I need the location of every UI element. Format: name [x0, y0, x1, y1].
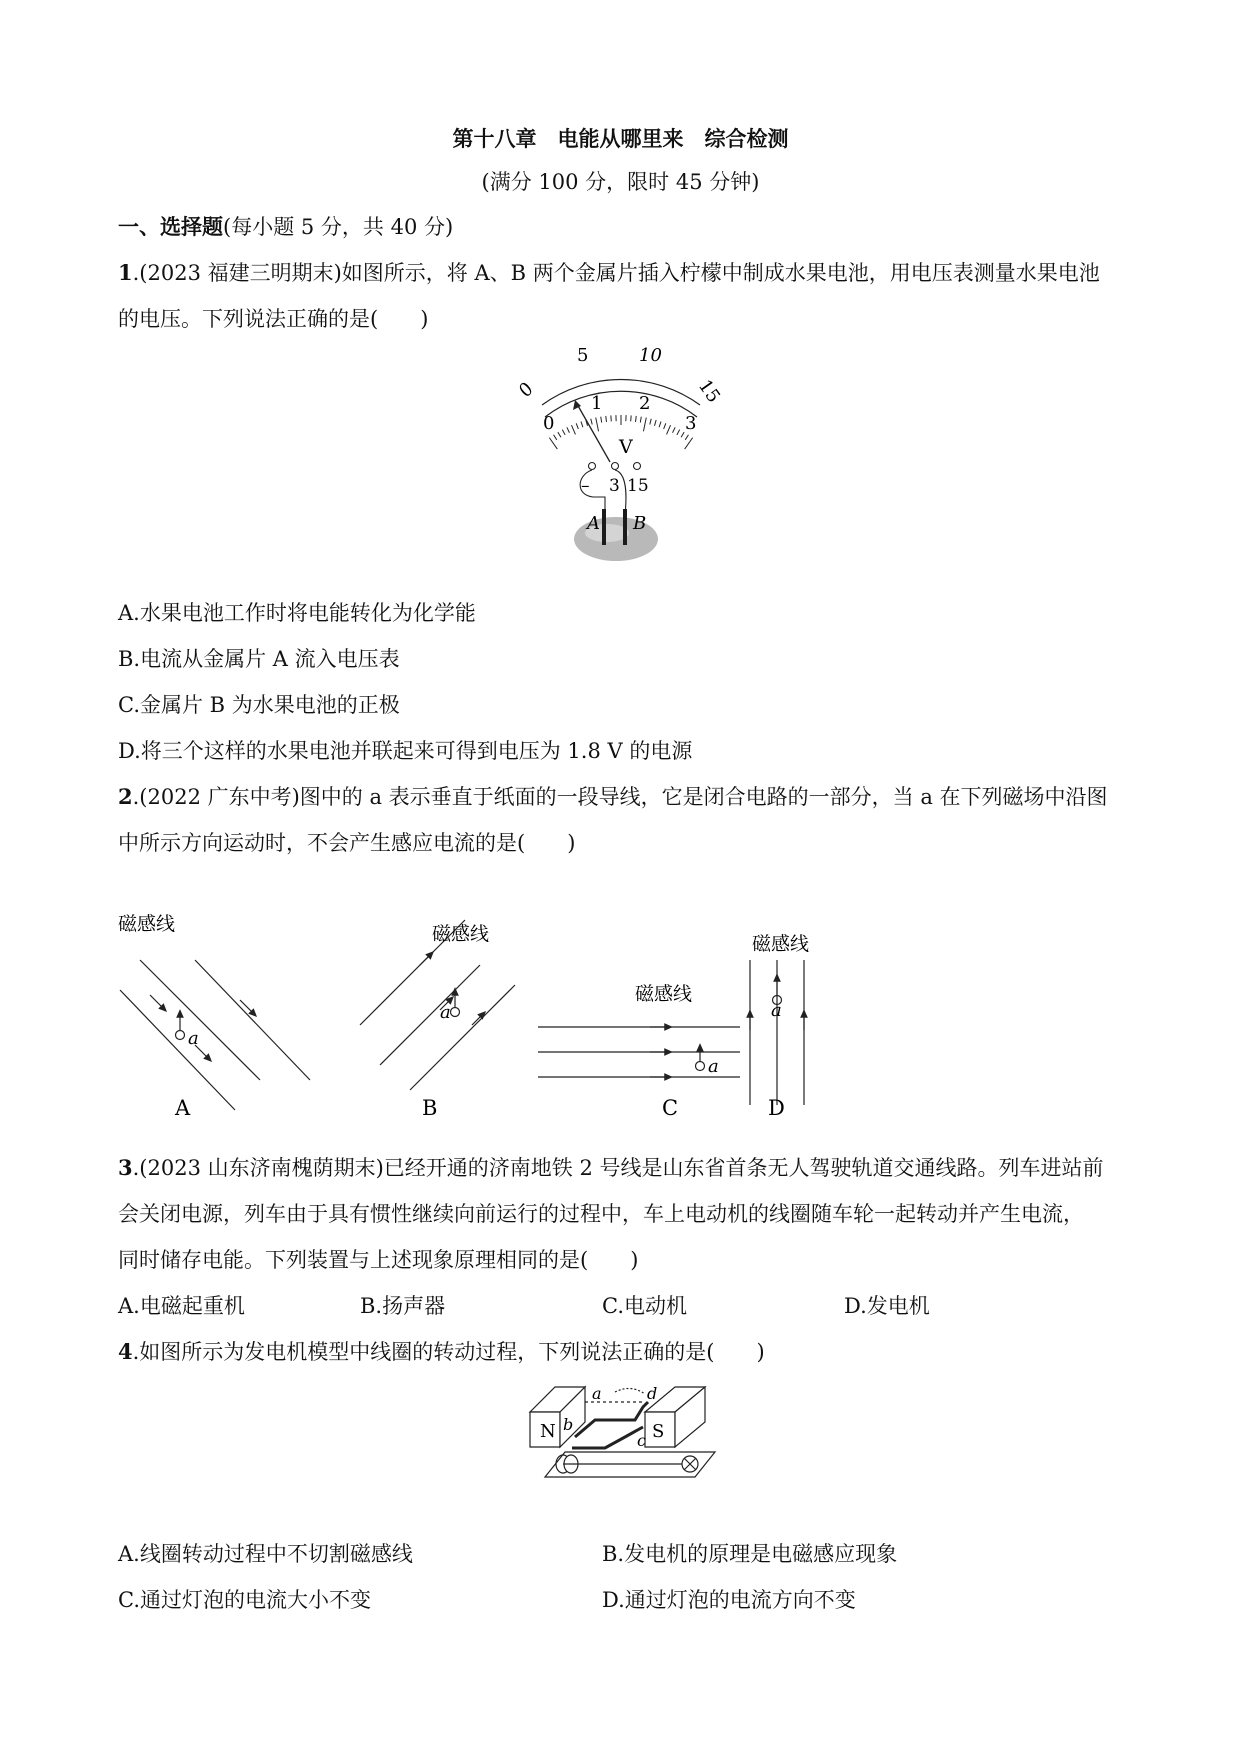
panel-d-caption: D [768, 1096, 785, 1120]
q2-number: 2 [118, 784, 133, 809]
terminal-minus: – [581, 476, 590, 496]
q2-stem-line-1 [118, 782, 1108, 812]
meter-tick [650, 419, 651, 425]
meter-scale-arc [542, 379, 700, 417]
top-scale-5: 5 [577, 345, 589, 366]
q3-stem-line-2: 会关闭电源，列车由于具有惯性继续向前运行的过程中，车上电动机的线圈随车轮一起转动并产生电流， [118, 1202, 1084, 1226]
q3-option-b: B.扬声器 [360, 1294, 446, 1318]
meter-tick [659, 422, 661, 428]
page-title: 第十八章 电能从哪里来 综合检测 [452, 126, 789, 151]
q1-option-b: B.电流从金属片 A 流入电压表 [118, 647, 400, 671]
north-magnet [530, 1387, 585, 1447]
panel-b-diagram [360, 920, 515, 1090]
meter-tick [654, 420, 656, 426]
q1-number: 1 [118, 260, 133, 285]
q1-stem-line-2: 的电压。下列说法正确的是( ) [118, 307, 429, 331]
bulb-icon [682, 1456, 698, 1472]
coil-label-b: b [563, 1415, 574, 1434]
meter-tick [636, 416, 637, 422]
panel-b-wire-label: a [440, 1002, 451, 1023]
meter-tick [673, 427, 676, 432]
panel-c-caption: C [662, 1096, 679, 1120]
q1-voltmeter-figure [515, 345, 730, 565]
top-scale-0: 0 [515, 379, 539, 401]
terminal-15: 15 [627, 476, 649, 496]
panel-a-field-label: 磁感线 [118, 913, 176, 935]
section-heading-note: (每小题 5 分，共 40 分) [223, 215, 454, 239]
q3-option-c: C.电动机 [602, 1294, 687, 1318]
meter-tick [558, 432, 561, 437]
meter-tick [591, 419, 592, 425]
north-pole-label: N [540, 1421, 556, 1442]
meter-tick [677, 430, 680, 435]
q1-stem-text-1: .(2023 福建三明期末)如图所示，将 A、B 两个金属片插入柠檬中制成水果电池，用电压表测量水果电池 [132, 261, 1100, 285]
q2-stem-line-2: 中所示方向运动时，不会产生感应电流的是( ) [118, 831, 576, 855]
panel-b-caption: B [422, 1096, 438, 1120]
meter-tick [685, 435, 688, 440]
q3-stem-text-1: .(2023 山东济南槐荫期末)已经开通的济南地铁 2 号线是山东省首条无人驾驶轨道交通线路。列车进站前 [132, 1156, 1104, 1180]
q3-stem-line-1 [118, 1153, 1104, 1183]
q1-stem-line-1 [118, 258, 1100, 288]
section-heading-title: 一、选择题 [118, 214, 223, 239]
q4-option-b: B.发电机的原理是电磁感应现象 [602, 1542, 898, 1566]
panel-c-field-label: 磁感线 [635, 983, 693, 1005]
panel-d-diagram [750, 960, 804, 1105]
top-scale-10: 10 [639, 345, 662, 366]
meter-tick [640, 417, 641, 423]
meter-tick [606, 416, 607, 422]
q4-option-c: C.通过灯泡的电流大小不变 [118, 1588, 371, 1612]
q4-stem-line-1 [118, 1337, 765, 1367]
section-heading [118, 212, 453, 242]
panel-c-wire-label: a [708, 1056, 719, 1077]
q4-option-a: A.线圈转动过程中不切割磁感线 [118, 1542, 413, 1566]
meter-tick [596, 418, 599, 432]
panel-d-field-label: 磁感线 [752, 933, 810, 955]
meter-tick [567, 427, 570, 432]
coil-label-a: a [592, 1384, 602, 1403]
meter-tick [601, 417, 602, 423]
bottom-scale-0: 0 [543, 413, 555, 434]
q3-option-a: A.电磁起重机 [118, 1294, 245, 1318]
bottom-scale-2: 2 [639, 393, 651, 414]
q4-stem-text-1: .如图所示为发电机模型中线圈的转动过程，下列说法正确的是( ) [132, 1340, 765, 1364]
bottom-scale-1: 1 [591, 393, 603, 414]
meter-tick [581, 422, 583, 428]
q2-stem-text-1: .(2022 广东中考)图中的 a 表示垂直于纸面的一段导线，它是闭合电路的一部分，当 a 在下列磁场中沿图 [132, 785, 1108, 809]
q1-option-d: D.将三个这样的水果电池并联起来可得到电压为 1.8 V 的电源 [118, 739, 693, 763]
coil-label-d: d [647, 1384, 658, 1403]
meter-tick [664, 423, 666, 429]
top-scale-15: 15 [693, 375, 725, 407]
coil-label-c: c [637, 1431, 646, 1450]
meter-tick [571, 425, 575, 434]
panel-a-wire-label: a [188, 1028, 199, 1049]
meter-tick [667, 425, 671, 434]
bottom-scale-3: 3 [685, 413, 697, 434]
q3-option-d: D.发电机 [844, 1294, 930, 1318]
page-subtitle: (满分 100 分，限时 45 分钟) [481, 170, 760, 194]
q1-option-c: C.金属片 B 为水果电池的正极 [118, 693, 400, 717]
q4-number: 4 [118, 1339, 133, 1364]
meter-tick [576, 423, 578, 429]
q4-generator-figure [525, 1382, 725, 1494]
meter-tick [681, 432, 684, 437]
meter-tick [562, 430, 565, 435]
meter-terminals [589, 463, 641, 470]
panel-a-diagram [120, 960, 310, 1110]
meter-tick [554, 435, 557, 440]
q1-option-a: A.水果电池工作时将电能转化为化学能 [118, 601, 476, 625]
panel-a-caption: A [175, 1096, 191, 1120]
panel-d-wire-label: a [771, 1000, 782, 1021]
q3-stem-line-3: 同时储存电能。下列装置与上述现象原理相同的是( ) [118, 1248, 639, 1272]
panel-b-field-label: 磁感线 [432, 923, 490, 945]
plate-a-label: A [587, 513, 600, 534]
meter-tick [643, 418, 646, 432]
q2-field-figures [110, 900, 930, 1125]
plate-b-label: B [633, 513, 647, 534]
south-pole-label: S [652, 1421, 665, 1442]
q4-option-d: D.通过灯泡的电流方向不变 [602, 1588, 856, 1612]
q3-number: 3 [118, 1155, 133, 1180]
meter-symbol-v: V [619, 436, 633, 458]
terminal-3: 3 [609, 476, 620, 496]
